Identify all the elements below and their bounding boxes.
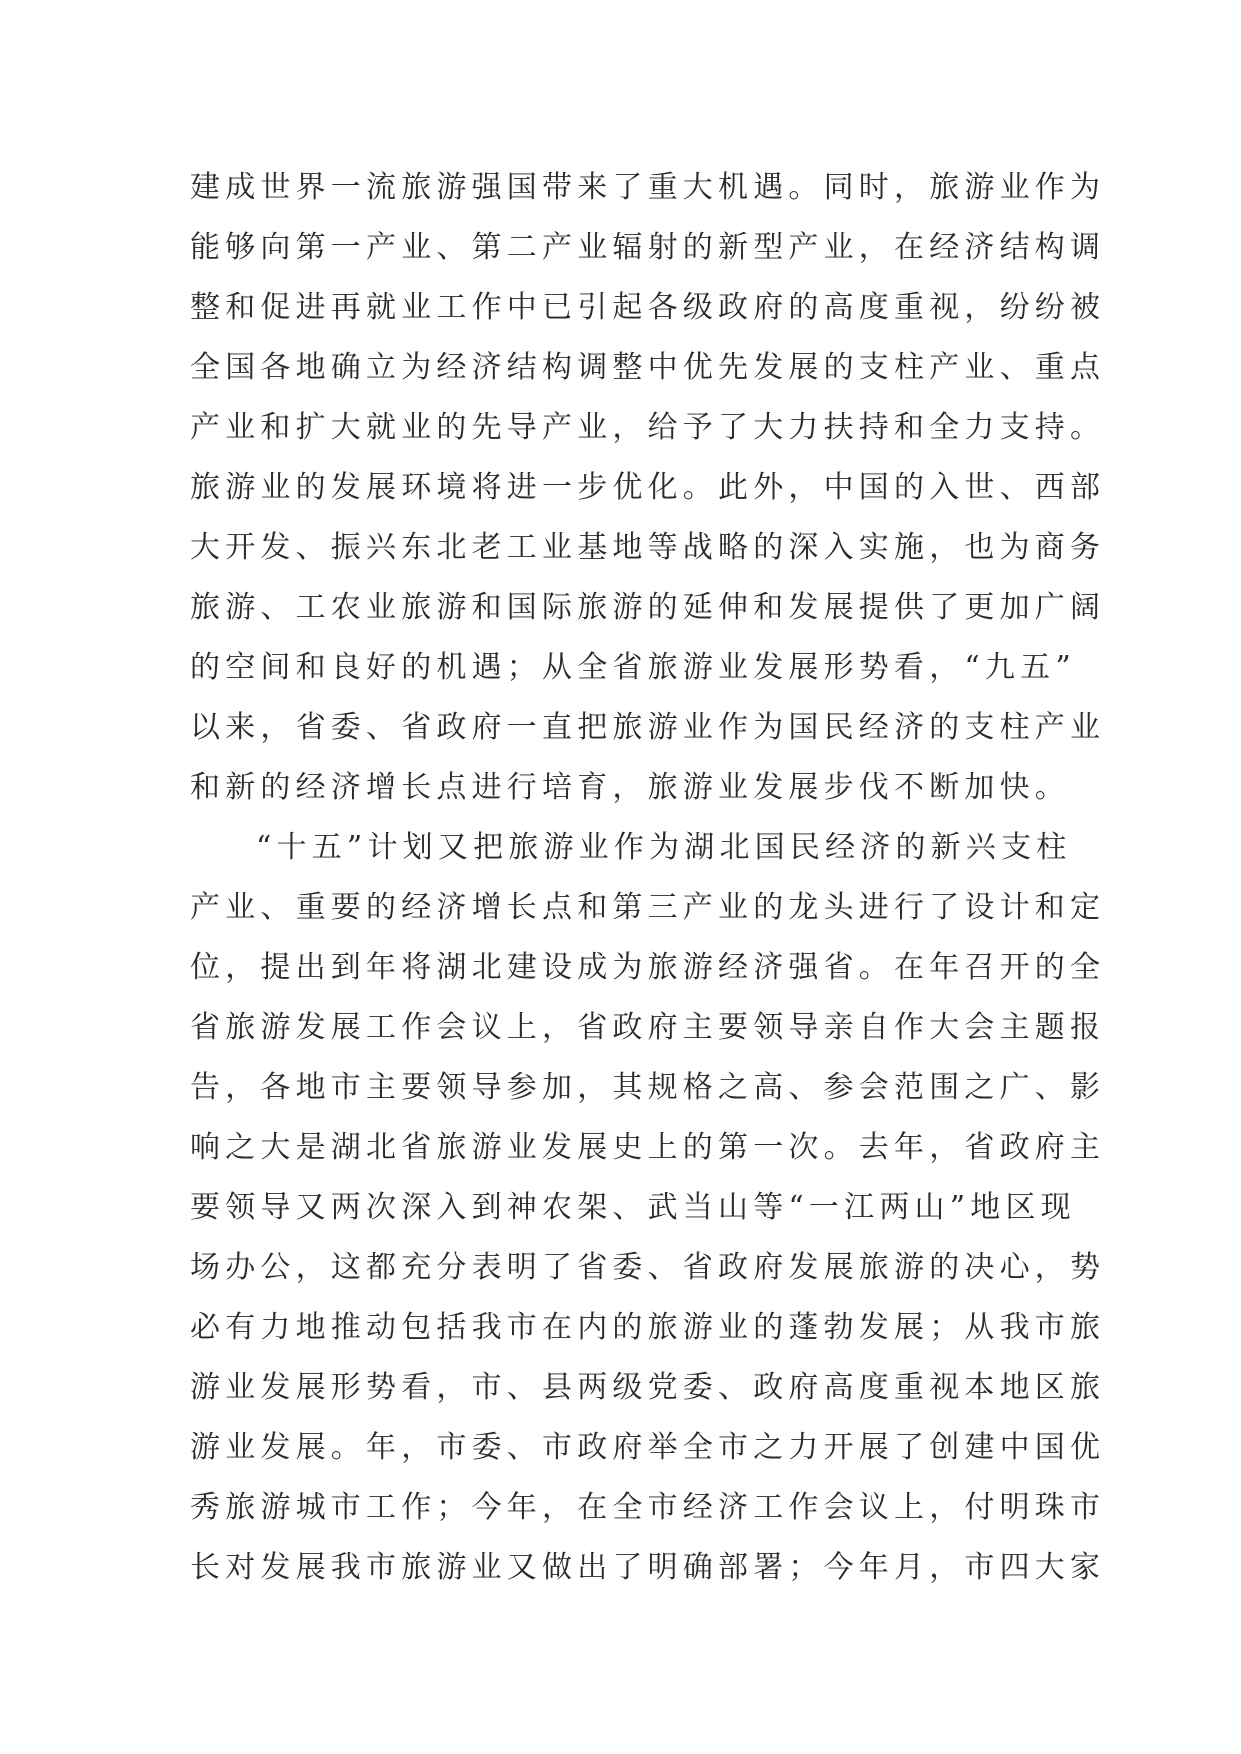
text-line: 游业发展形势看，市、县两级党委、政府高度重视本地区旅 <box>190 1370 1106 1405</box>
text-line: 长对发展我市旅游业又做出了明确部署；今年月，市四大家 <box>190 1550 1106 1585</box>
text-line: 省旅游发展工作会议上，省政府主要领导亲自作大会主题报 <box>190 1010 1106 1045</box>
text-line: 大开发、振兴东北老工业基地等战略的深入实施，也为商务 <box>190 530 1106 565</box>
body-text <box>190 158 1106 1598</box>
text-line: 整和促进再就业工作中已引起各级政府的高度重视，纷纷被 <box>190 290 1106 325</box>
text-line: 位，提出到年将湖北建设成为旅游经济强省。在年召开的全 <box>190 950 1106 985</box>
text-line: 响之大是湖北省旅游业发展史上的第一次。去年，省政府主 <box>190 1130 1106 1165</box>
text-line: 告，各地市主要领导参加，其规格之高、参会范围之广、影 <box>190 1070 1106 1105</box>
text-line: 能够向第一产业、第二产业辐射的新型产业，在经济结构调 <box>190 230 1106 265</box>
text-line: 以来，省委、省政府一直把旅游业作为国民经济的支柱产业 <box>190 710 1106 745</box>
text-line: 和新的经济增长点进行培育，旅游业发展步伐不断加快。 <box>190 770 1070 805</box>
text-line: 旅游、工农业旅游和国际旅游的延伸和发展提供了更加广阔 <box>190 590 1106 625</box>
paragraph-start-line: “十五”计划又把旅游业作为湖北国民经济的新兴支柱 <box>256 830 1072 865</box>
text-line: 场办公，这都充分表明了省委、省政府发展旅游的决心，势 <box>190 1250 1106 1285</box>
text-line: 旅游业的发展环境将进一步优化。此外，中国的入世、西部 <box>190 470 1106 505</box>
text-line: 必有力地推动包括我市在内的旅游业的蓬勃发展；从我市旅 <box>190 1310 1106 1345</box>
text-line: 产业和扩大就业的先导产业，给予了大力扶持和全力支持。 <box>190 410 1106 445</box>
text-line: 秀旅游城市工作；今年，在全市经济工作会议上，付明珠市 <box>190 1490 1106 1525</box>
text-line: 要领导又两次深入到神农架、武当山等“一江两山”地区现 <box>190 1190 1076 1225</box>
text-line: 建成世界一流旅游强国带来了重大机遇。同时，旅游业作为 <box>190 170 1106 205</box>
text-line: 游业发展。年，市委、市政府举全市之力开展了创建中国优 <box>190 1430 1106 1465</box>
text-line: 产业、重要的经济增长点和第三产业的龙头进行了设计和定 <box>190 890 1106 925</box>
text-line: 全国各地确立为经济结构调整中优先发展的支柱产业、重点 <box>190 350 1106 385</box>
text-line: 的空间和良好的机遇；从全省旅游业发展形势看，“九五” <box>190 650 1076 685</box>
